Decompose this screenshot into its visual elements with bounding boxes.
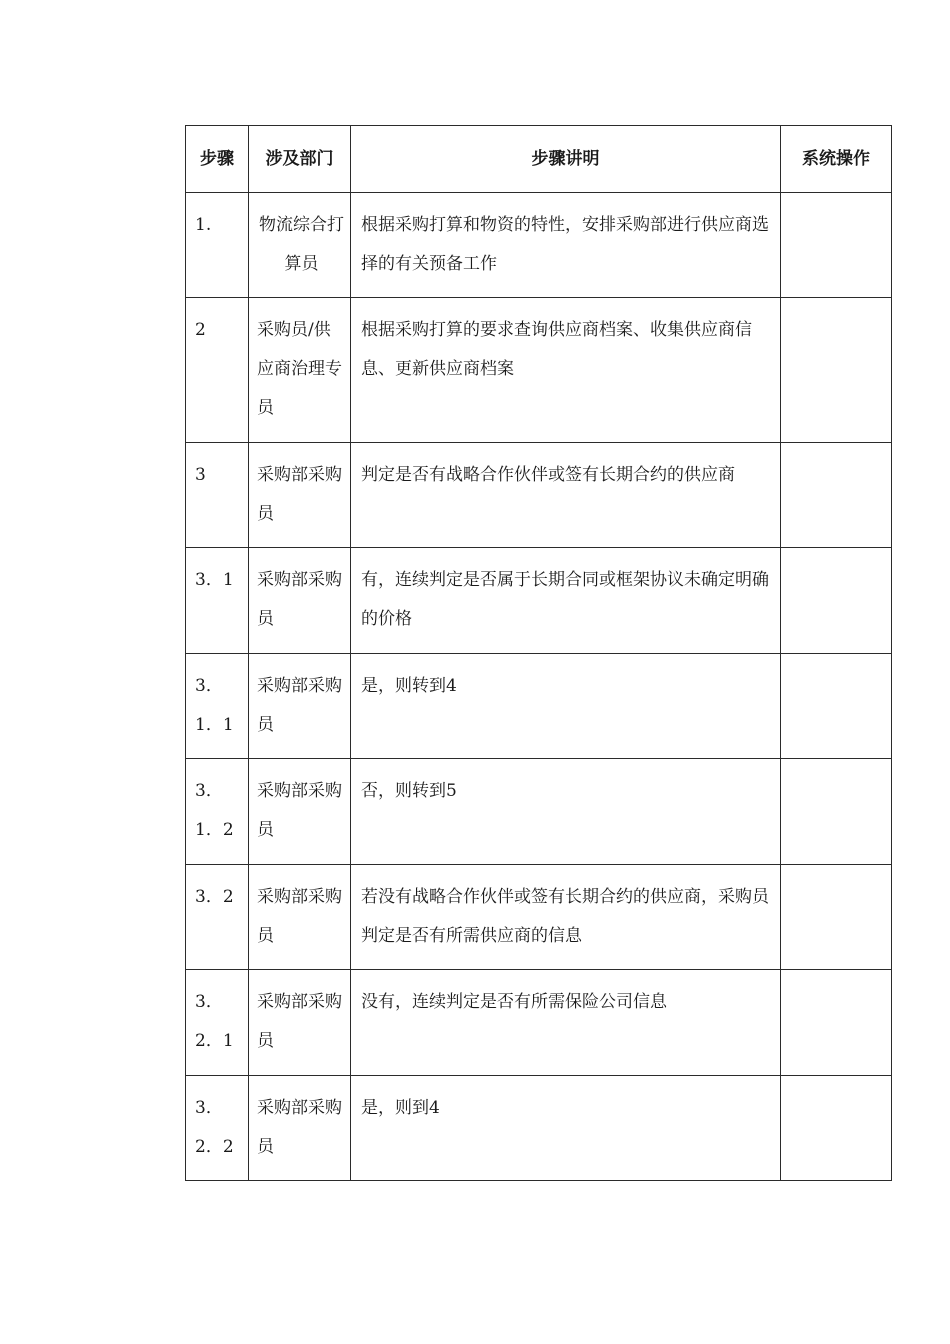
system-operation (781, 970, 891, 983)
step-description-cell (351, 970, 781, 1076)
system-operation (781, 865, 891, 878)
step-description: 是，则到4 (361, 1098, 440, 1118)
system-operation-cell (781, 298, 892, 443)
table-row (186, 193, 892, 298)
system-operation-cell (781, 443, 892, 548)
department-cell (249, 1076, 351, 1181)
system-operation-cell (781, 193, 892, 298)
step-description-cell (351, 298, 781, 443)
step-number-cell (186, 1076, 249, 1181)
step-description-cell (351, 443, 781, 548)
department: 物流综合打算员 (259, 215, 344, 274)
step-description: 否，则转到5 (361, 781, 457, 801)
system-operation-cell (781, 548, 892, 654)
department: 采购部采购员 (257, 887, 342, 946)
step-description: 没有，连续判定是否有所需保险公司信息 (361, 992, 667, 1012)
department-cell (249, 654, 351, 759)
department-cell (249, 865, 351, 970)
system-operation (781, 759, 891, 772)
step-description: 判定是否有战略合作伙伴或签有长期合约的供应商 (361, 465, 735, 485)
table-row (186, 443, 892, 548)
system-operation-cell (781, 1076, 892, 1181)
step-number-cell (186, 970, 249, 1076)
step-number: 3．2．2 (195, 1098, 234, 1157)
step-number: 1. (195, 215, 212, 235)
header-step: 步骤 (186, 126, 249, 193)
department: 采购部采购员 (257, 781, 342, 840)
system-operation (781, 443, 891, 456)
process-steps-table (185, 125, 892, 1181)
department-cell (249, 759, 351, 865)
header-desc: 步骤讲明 (351, 126, 781, 193)
system-operation-cell (781, 759, 892, 865)
table-row (186, 654, 892, 759)
step-number-cell (186, 298, 249, 443)
department-cell (249, 298, 351, 443)
department: 采购部采购员 (257, 676, 342, 735)
step-number-cell (186, 865, 249, 970)
department: 采购部采购员 (257, 465, 342, 524)
department: 采购部采购员 (257, 570, 342, 629)
step-number: 3 (195, 465, 206, 485)
step-number-cell (186, 654, 249, 759)
table-row (186, 970, 892, 1076)
system-operation-cell (781, 865, 892, 970)
step-description: 根据采购打算的要求查询供应商档案、收集供应商信息、更新供应商档案 (361, 320, 752, 379)
header-dept: 涉及部门 (249, 126, 351, 193)
table-row (186, 1076, 892, 1181)
step-number-cell (186, 548, 249, 654)
step-description-cell (351, 654, 781, 759)
step-number: 3．2 (195, 887, 234, 907)
system-operation-cell (781, 970, 892, 1076)
step-description-cell (351, 193, 781, 298)
step-number: 2 (195, 320, 206, 340)
step-number: 3．2．1 (195, 992, 234, 1051)
department-cell (249, 193, 351, 298)
department-cell (249, 970, 351, 1076)
system-operation-cell (781, 654, 892, 759)
table-row (186, 298, 892, 443)
step-number: 3．1．2 (195, 781, 234, 840)
table-row (186, 548, 892, 654)
step-number-cell (186, 759, 249, 865)
step-description-cell (351, 865, 781, 970)
department: 采购部采购员 (257, 992, 342, 1051)
table-row (186, 865, 892, 970)
department: 采购员/供应商治理专员 (257, 320, 342, 418)
step-number: 3．1 (195, 570, 234, 590)
department-cell (249, 443, 351, 548)
header-sys: 系统操作 (781, 126, 892, 193)
system-operation (781, 548, 891, 561)
step-description-cell (351, 548, 781, 654)
table-body (186, 193, 892, 1181)
table-header-row (186, 126, 892, 193)
step-description: 根据采购打算和物资的特性，安排采购部进行供应商选择的有关预备工作 (361, 215, 769, 274)
step-description-cell (351, 759, 781, 865)
step-number-cell (186, 443, 249, 548)
department: 采购部采购员 (257, 1098, 342, 1157)
step-number: 3．1．1 (195, 676, 234, 735)
step-description: 有，连续判定是否属于长期合同或框架协议未确定明确的价格 (361, 570, 769, 629)
step-number-cell (186, 193, 249, 298)
step-description-cell (351, 1076, 781, 1181)
system-operation (781, 193, 891, 206)
system-operation (781, 1076, 891, 1089)
step-description: 若没有战略合作伙伴或签有长期合约的供应商，采购员判定是否有所需供应商的信息 (361, 887, 769, 946)
system-operation (781, 654, 891, 667)
system-operation (781, 298, 891, 311)
step-description: 是，则转到4 (361, 676, 457, 696)
table-row (186, 759, 892, 865)
department-cell (249, 548, 351, 654)
